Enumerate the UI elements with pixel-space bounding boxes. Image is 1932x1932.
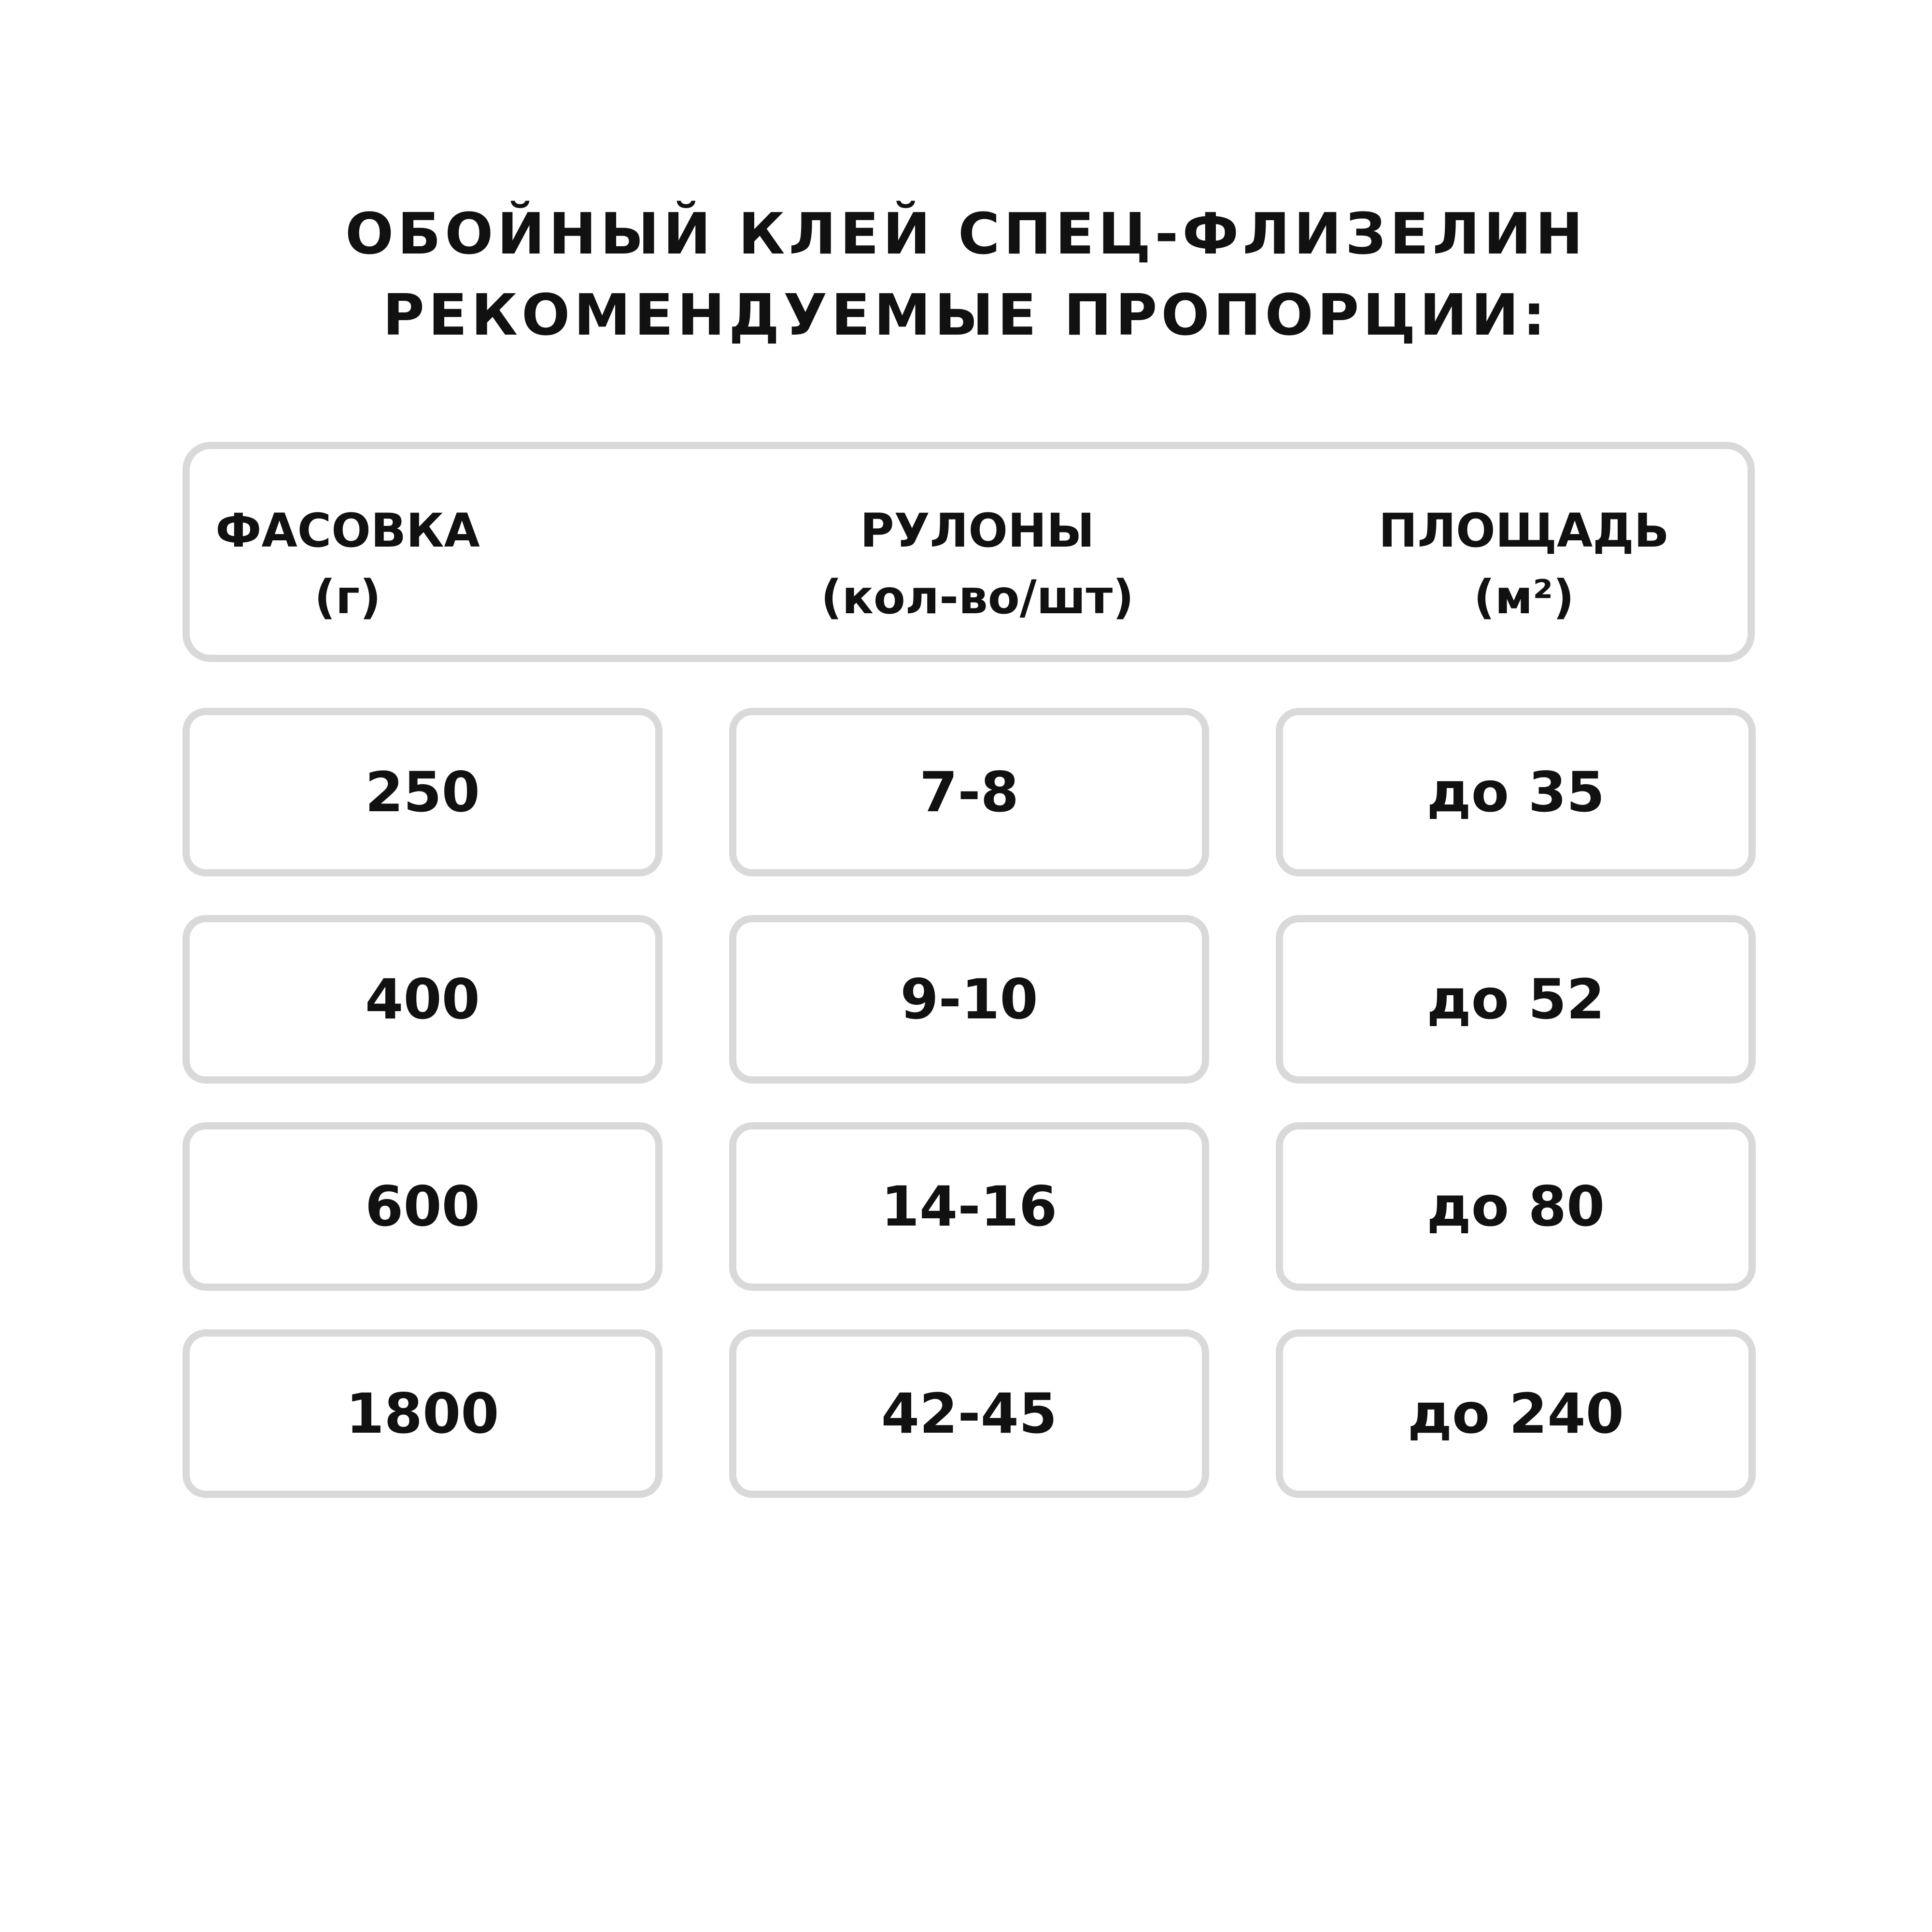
cell-weight-row-3: 600 xyxy=(183,1122,663,1291)
cell-area-row-4: до 240 xyxy=(1276,1329,1756,1498)
cell-rolls-row-2: 9-10 xyxy=(729,915,1209,1084)
table-header xyxy=(183,442,1755,662)
cell-weight-row-2: 400 xyxy=(183,915,663,1084)
header-area-unit: (м²) xyxy=(1473,570,1575,624)
header-rolls-label: РУЛОНЫ xyxy=(860,504,1095,558)
cell-rolls-row-4: 42-45 xyxy=(729,1329,1209,1498)
title-line-proportions: РЕКОМЕНДУЕМЫЕ ПРОПОРЦИИ: xyxy=(382,282,1550,348)
header-weight-label: ФАСОВКА xyxy=(215,504,480,558)
cell-rolls-row-3: 14-16 xyxy=(729,1122,1209,1291)
cell-area-row-2: до 52 xyxy=(1276,915,1756,1084)
header-rolls-unit: (кол-во/шт) xyxy=(820,570,1134,624)
cell-weight-row-4: 1800 xyxy=(183,1329,663,1498)
header-area xyxy=(1258,497,1790,631)
header-weight xyxy=(82,497,613,631)
page-title xyxy=(0,193,1932,355)
header-rolls xyxy=(712,497,1243,631)
title-line-product: ОБОЙНЫЙ КЛЕЙ СПЕЦ-ФЛИЗЕЛИН xyxy=(345,200,1587,267)
cell-area-row-1: до 35 xyxy=(1276,708,1756,876)
header-area-label: ПЛОЩАДЬ xyxy=(1379,504,1669,558)
cell-rolls-row-1: 7-8 xyxy=(729,708,1209,876)
cell-weight-row-1: 250 xyxy=(183,708,663,876)
cell-area-row-3: до 80 xyxy=(1276,1122,1756,1291)
header-weight-unit: (г) xyxy=(314,570,381,624)
